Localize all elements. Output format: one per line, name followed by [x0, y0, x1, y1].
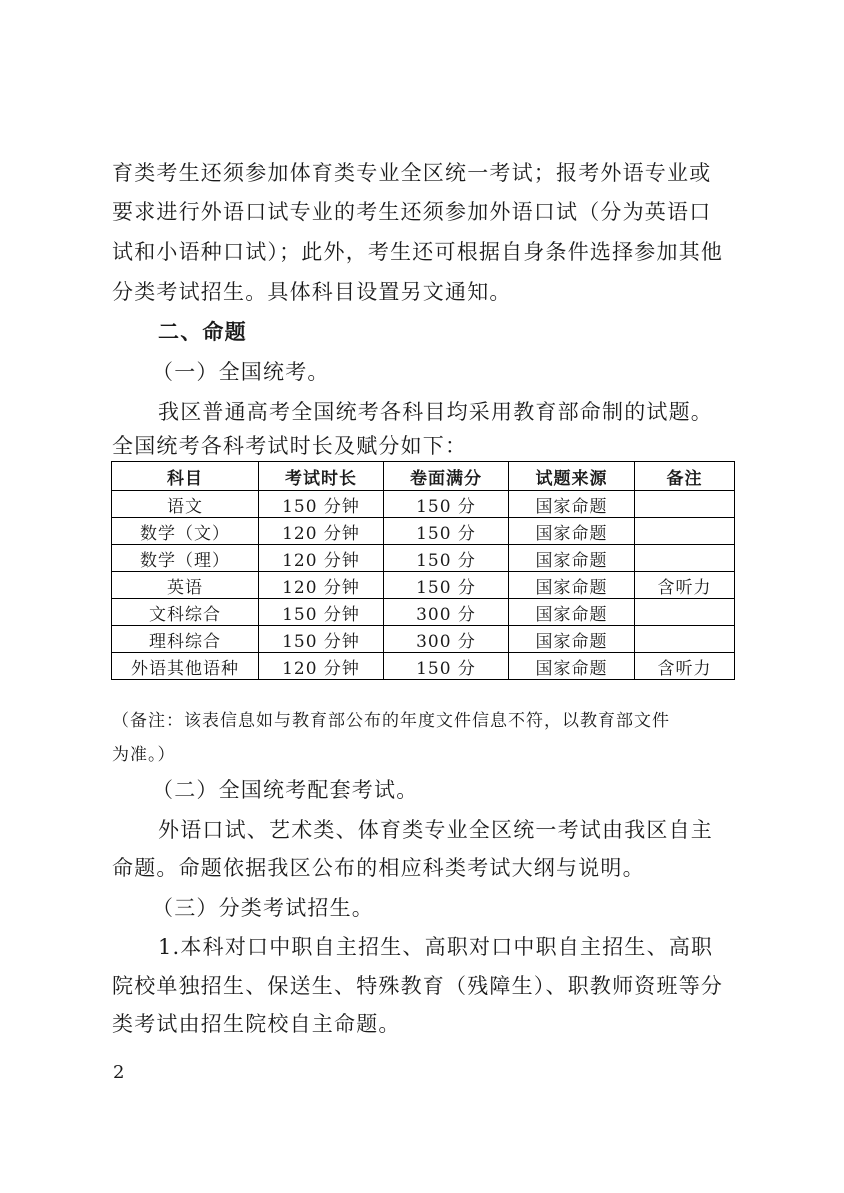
paragraph-line: 院校单独招生、保送生、特殊教育（残障生）、职教师资班等分: [112, 974, 724, 998]
table-cell: 150 分钟: [259, 599, 384, 626]
table-header-cell: 考试时长: [259, 462, 384, 491]
table-cell: 150 分: [384, 518, 509, 545]
table-cell: 外语其他语种: [112, 653, 259, 680]
table-cell: 150 分钟: [259, 626, 384, 653]
table-cell: 国家命题: [509, 545, 635, 572]
table-header-cell: 卷面满分: [384, 462, 509, 491]
exam-table: [111, 461, 735, 680]
table-cell: 150 分钟: [259, 491, 384, 518]
table-cell: 理科综合: [112, 626, 259, 653]
table-cell: [635, 626, 735, 653]
table-cell: [635, 545, 735, 572]
paragraph-line: 我区普通高考全国统考各科目均采用教育部命制的试题。: [158, 400, 713, 424]
table-cell: 120 分钟: [259, 545, 384, 572]
table-cell: 文科综合: [112, 599, 259, 626]
paragraph-line: 试和小语种口试）；此外，考生还可根据自身条件选择参加其他: [112, 240, 724, 264]
table-row: [112, 626, 735, 653]
paragraph-line: 全国统考各科考试时长及赋分如下：: [112, 434, 468, 458]
subsection-heading: （三）分类考试招生。: [152, 896, 374, 920]
paragraph-line: 外语口试、艺术类、体育类专业全区统一考试由我区自主: [158, 818, 713, 842]
table-header-cell: 备注: [635, 462, 735, 491]
table-cell: 150 分: [384, 653, 509, 680]
paragraph-line: 分类考试招生。具体科目设置另文通知。: [112, 280, 512, 304]
paragraph-line: 类考试由招生院校自主命题。: [112, 1012, 401, 1036]
table-row: [112, 545, 735, 572]
table-cell: 英语: [112, 572, 259, 599]
table-cell: 语文: [112, 491, 259, 518]
table-header-row: [112, 462, 735, 491]
table-cell: [635, 599, 735, 626]
table-cell: 含听力: [635, 572, 735, 599]
paragraph-line: 要求进行外语口试专业的考生还须参加外语口试（分为英语口: [112, 200, 712, 224]
paragraph-line: 育类考生还须参加体育类专业全区统一考试；报考外语专业或: [112, 161, 712, 185]
table-cell: 120 分钟: [259, 518, 384, 545]
table-row: [112, 491, 735, 518]
paragraph-line: 1.本科对口中职自主招生、高职对口中职自主招生、高职: [158, 935, 714, 959]
table-header-cell: 试题来源: [509, 462, 635, 491]
table-note-line: 为准。）: [112, 745, 176, 765]
table-cell: 150 分: [384, 545, 509, 572]
table-cell: 120 分钟: [259, 653, 384, 680]
table-cell: 国家命题: [509, 518, 635, 545]
table-cell: [635, 518, 735, 545]
table-cell: 国家命题: [509, 491, 635, 518]
table-cell: 国家命题: [509, 626, 635, 653]
paragraph-line: 命题。命题依据我区公布的相应科类考试大纲与说明。: [112, 856, 645, 880]
table-cell: 含听力: [635, 653, 735, 680]
table-cell: 数学（理）: [112, 545, 259, 572]
table-cell: 300 分: [384, 599, 509, 626]
section-heading: 二、命题: [158, 320, 247, 344]
table-cell: [635, 491, 735, 518]
table-cell: 150 分: [384, 572, 509, 599]
subsection-heading: （一）全国统考。: [152, 360, 330, 384]
page-number: 2: [113, 1062, 125, 1083]
table-cell: 国家命题: [509, 653, 635, 680]
table-row: [112, 518, 735, 545]
subsection-heading: （二）全国统考配套考试。: [152, 778, 419, 802]
table-cell: 国家命题: [509, 572, 635, 599]
table-note-line: （备注：该表信息如与教育部公布的年度文件信息不符，以教育部文件: [112, 711, 670, 731]
table-cell: 数学（文）: [112, 518, 259, 545]
table-cell: 120 分钟: [259, 572, 384, 599]
table-cell: 国家命题: [509, 599, 635, 626]
table-row: [112, 599, 735, 626]
table-header-cell: 科目: [112, 462, 259, 491]
table-cell: 300 分: [384, 626, 509, 653]
table-row: [112, 572, 735, 599]
table-cell: 150 分: [384, 491, 509, 518]
table-row: [112, 653, 735, 680]
